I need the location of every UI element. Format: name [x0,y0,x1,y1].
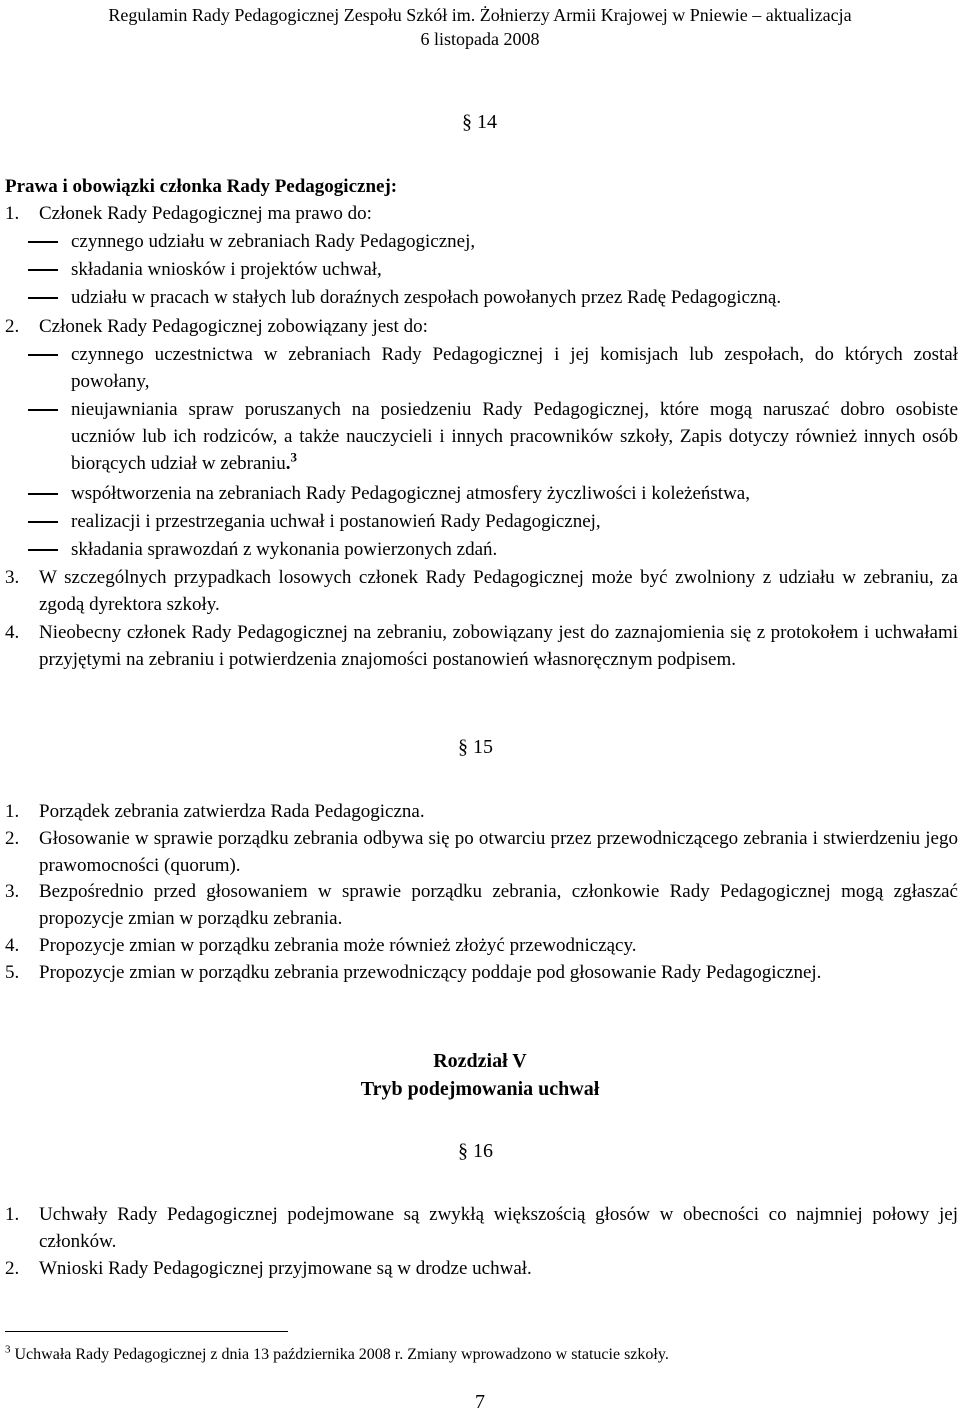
section-14-label: § 14 [462,111,497,133]
dash-text: składania sprawozdań z wykonania powierzonych zdań. [71,539,498,560]
dash-bullet [28,269,58,271]
dash-item [28,284,958,311]
dash-text-body: nieujawniania spraw poruszanych na posiedzeniu Rady Pedagogicznej, które mogą naruszać dobro osobiste uczniów lub ich rodziców, a także nauczycieli i innych pracowników szkoły, Zapis dotyczy również innych osób biorących udział w zebraniu [71,399,958,474]
item-text: Porządek zebrania zatwierdza Rada Pedagogiczna. [39,801,425,822]
list-item [5,1201,958,1255]
dash-item [28,228,958,255]
item-number: 1. [5,801,20,822]
dash-text: udziału w pracach w stałych lub doraźnych zespołach powołanych przez Radę Pedagogiczną. [71,287,782,308]
page-number: 7 [475,1391,485,1413]
dash-bullet [28,549,58,551]
item-number: 3. [5,567,20,588]
footnote-separator [5,1331,288,1332]
dash-bullet [28,241,58,243]
item-text: Wnioski Rady Pedagogicznej przyjmowane są w drodze uchwał. [39,1258,532,1279]
dash-text: czynnego uczestnictwa w zebraniach Rady Pedagogicznej i jej komisjach lub zespołach, do których został powołany, [71,344,958,392]
running-header-date: 6 listopada 2008 [420,29,540,49]
running-header-title: Regulamin Rady Pedagogicznej Zespołu Szkół im. Żołnierzy Armii Krajowej w Pniewie – aktualizacja [108,5,852,25]
dash-item [28,396,958,477]
item-number: 4. [5,622,20,643]
item-number: 1. [5,203,20,224]
footnote [5,1345,669,1365]
item-text: Głosowanie w sprawie porządku zebrania odbywa się po otwarciu przez przewodniczącego zebrania i stwierdzeniu jego prawomocności (quorum). [39,828,958,876]
footnote-ref: 3 [290,449,297,465]
list-item [5,959,958,986]
item-number: 5. [5,962,20,983]
section-16-label: § 16 [458,1140,493,1162]
dash-text: składania wniosków i projektów uchwał, [71,259,382,280]
item-number: 2. [5,828,20,849]
list-item [5,564,958,618]
dash-item [28,508,958,535]
dash-item [28,341,958,395]
dash-bullet [28,354,58,356]
dash-item [28,536,958,563]
dash-bullet [28,493,58,495]
list-item [5,619,958,673]
section-15-label: § 15 [458,736,493,758]
dash-bullet [28,297,58,299]
item-number: 1. [5,1204,20,1225]
list-item [5,878,958,932]
item-number: 4. [5,935,20,956]
item-text: W szczególnych przypadkach losowych członek Rady Pedagogicznej może być zwolniony z udziału w zebraniu, za zgodą dyrektora szkoły. [39,567,958,615]
item-text: Członek Rady Pedagogicznej ma prawo do: [39,203,372,224]
item-text: Nieobecny członek Rady Pedagogicznej na zebraniu, zobowiązany jest do zaznajomienia się z protokołem i uchwałami przyjętymi na zebraniu i potwierdzenia znajomości postanowień własnoręcznym podpisem. [39,622,958,670]
item-number: 3. [5,881,20,902]
item-text: Bezpośrednio przed głosowaniem w sprawie porządku zebrania, członkowie Rady Pedagogicznej mogą zgłaszać propozycje zmian w porządku zebrania. [39,881,958,929]
chapter-number: Rozdział V [433,1050,527,1072]
item-text: Uchwały Rady Pedagogicznej podejmowane są zwykłą większością głosów w obecności co najmniej połowy jej członków. [39,1204,958,1252]
list-item [5,200,958,227]
section-14-heading: Prawa i obowiązki członka Rady Pedagogicznej: [5,176,398,197]
item-text: Propozycje zmian w porządku zebrania może również złożyć przewodniczący. [39,935,637,956]
item-text: Propozycje zmian w porządku zebrania przewodniczący poddaje pod głosowanie Rady Pedagogicznej. [39,962,822,983]
dash-bullet [28,521,58,523]
list-item [5,1255,958,1282]
list-item [5,798,958,825]
list-item [5,932,958,959]
footnote-number: 3 [5,1343,11,1356]
dash-text: współtworzenia na zebraniach Rady Pedagogicznej atmosfery życzliwości i koleżeństwa, [71,483,750,504]
dash-text-end: . [285,453,291,474]
dash-text: czynnego udziału w zebraniach Rady Pedagogicznej, [71,231,476,252]
dash-item [28,480,958,507]
dash-bullet [28,409,58,411]
item-number: 2. [5,1258,20,1279]
dash-item [28,256,958,283]
item-text: Członek Rady Pedagogicznej zobowiązany jest do: [39,316,428,337]
dash-text: realizacji i przestrzegania uchwał i postanowień Rady Pedagogicznej, [71,511,601,532]
dash-text [71,396,958,477]
list-item [5,313,958,340]
chapter-title: Tryb podejmowania uchwał [360,1078,600,1100]
footnote-text: Uchwała Rady Pedagogicznej z dnia 13 października 2008 r. Zmiany wprowadzono w statucie szkoły. [14,1346,669,1363]
list-item [5,825,958,879]
item-number: 2. [5,316,20,337]
